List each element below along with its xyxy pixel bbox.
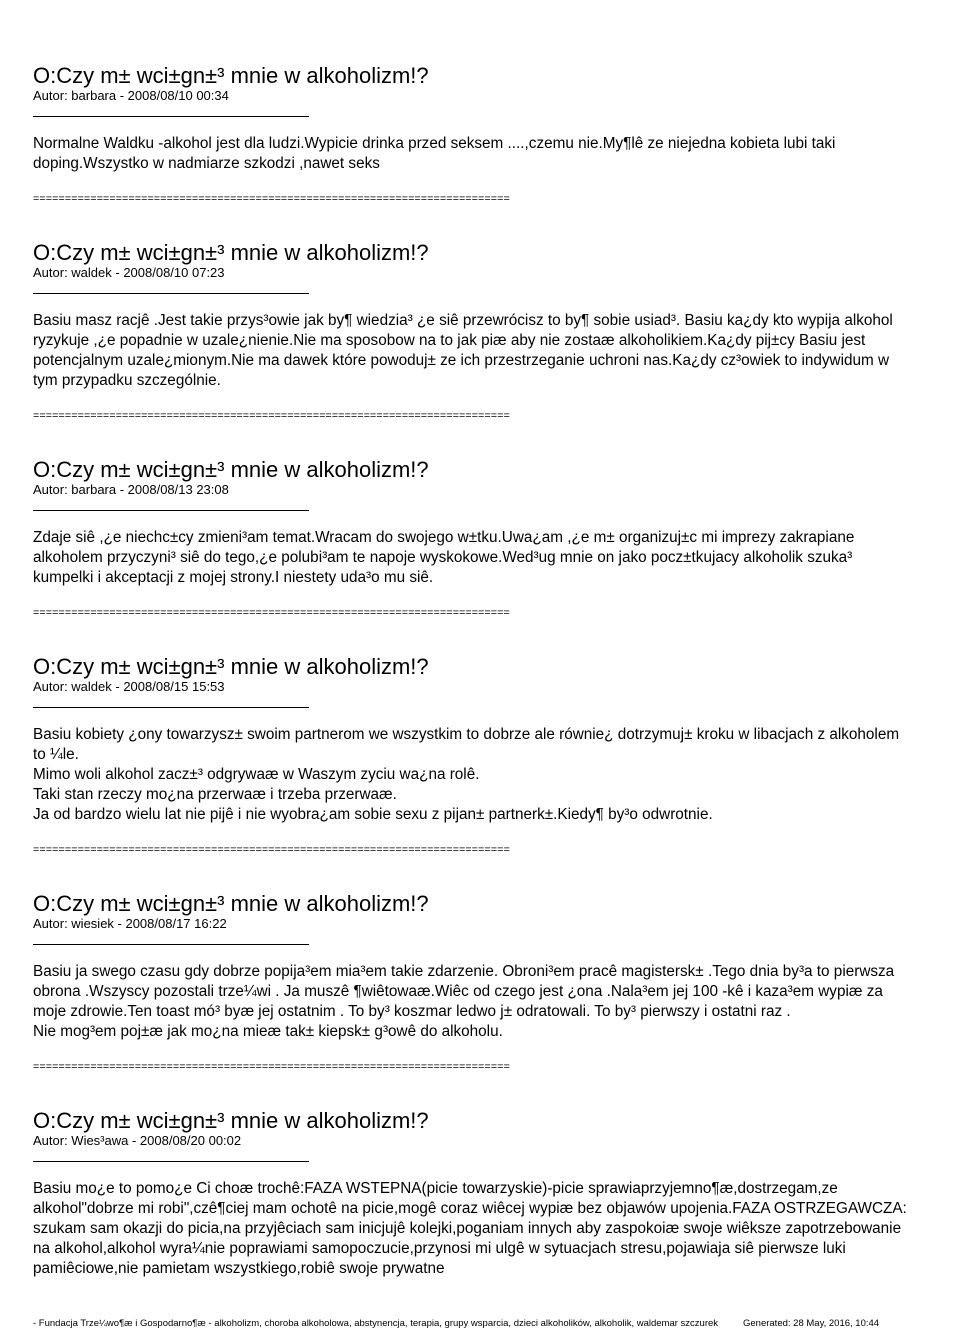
forum-post (33, 1109, 913, 1279)
post-title: O:Czy m± wci±gn±³ mnie w alkoholizm!? (33, 63, 429, 88)
post-body (33, 311, 913, 391)
post-paragraph: Taki stan rzeczy mo¿na przerwaæ i trzeba przerwaæ. (33, 786, 397, 803)
post-separator: =========================================================================== (33, 194, 510, 206)
footer-generated-date: Generated: 28 May, 2016, 10:44 (743, 1318, 880, 1329)
post-body (33, 1179, 913, 1279)
post-body (33, 134, 913, 174)
post-paragraph: Mimo woli alkohol zacz±³ odgrywaæ w Waszym zyciu wa¿na rolê. (33, 766, 480, 783)
post-title: O:Czy m± wci±gn±³ mnie w alkoholizm!? (33, 1108, 429, 1133)
post-title: O:Czy m± wci±gn±³ mnie w alkoholizm!? (33, 891, 429, 916)
post-paragraph: Basiu kobiety ¿ony towarzysz± swoim partnerom we wszystkim to dobrze ale równie¿ dotrzymuj± kroku w libacjach z alkoholem to ¼le. (33, 726, 900, 763)
forum-post (33, 892, 913, 1075)
post-author-date: Autor: barbara - 2008/08/10 00:34 (33, 88, 229, 103)
post-author-date: Autor: barbara - 2008/08/13 23:08 (33, 482, 229, 497)
forum-post (33, 241, 913, 424)
post-separator: =========================================================================== (33, 608, 510, 620)
post-paragraph: Basiu ja swego czasu gdy dobrze popija³em mia³em takie zdarzenie. Obroni³em pracê magistersk± .Tego dnia by³a to pierwsza obrona .Wszyscy pozostali trze¼wi . Ja muszê ¶wiêtowaæ.Wiêc od czego jest ¿ona .Nala³em jej 100 -kê i kaza³em wypiæ za moje zdrowie.Ten toast mó³ byæ jej ostatnim . To by³ koszmar ledwo j± odratowali. To by³ pierwszy i ostatni raz . (33, 963, 895, 1020)
forum-post (33, 655, 913, 858)
page-footer (33, 1318, 933, 1330)
post-body (33, 528, 913, 588)
post-paragraph: Nie mog³em poj±æ jak mo¿na mieæ tak± kiepsk± g³owê do alkoholu. (33, 1023, 503, 1040)
post-header-divider (33, 293, 309, 294)
post-paragraph: Basiu mo¿e to pomo¿e Ci choæ trochê:FAZA WSTEPNA(picie towarzyskie)-picie sprawiaprzyjemno¶æ,dostrzegam,ze alkohol"dobrze mi robi",czê¶ciej mam ochotê na picie,mogê coraz wiêcej wypiæ bez objawów upojenia.FAZA OSTRZEGAWCZA: szukam sam okazji do picia,na przyjêciach sam inicjujê kolejki,poganiam innych aby zaspokoiæ swoje wiêksze zapotrzebowanie na alkohol,alkohol wyra¼nie poprawiami samopoczucie,przynosi mi ulgê w sytuacjach stresu,pojawiaja siê pierwsze luki pamiêciowe,nie pamietam wszystkiego,robiê swoje prywatne (33, 1180, 907, 1277)
post-title: O:Czy m± wci±gn±³ mnie w alkoholizm!? (33, 240, 429, 265)
post-separator: =========================================================================== (33, 845, 510, 857)
post-paragraph: Zdaje siê ,¿e niechc±cy zmieni³am temat.Wracam do swojego w±tku.Uwa¿am ,¿e m± organizuj±c mi imprezy zakrapiane alkoholem przyczyni³ siê do tego,¿e polubi³am te napoje wyskokowe.Wed³ug mnie on jako pocz±tkujacy alkoholik szuka³ kumpelki i akceptacji z mojej strony.I niestety uda³o mu siê. (33, 529, 855, 586)
forum-post (33, 458, 913, 621)
post-author-date: Autor: waldek - 2008/08/10 07:23 (33, 265, 225, 280)
post-paragraph: Basiu masz racjê .Jest takie przys³owie jak by¶ wiedzia³ ¿e siê przewrócisz to by¶ sobie usiad³. Basiu ka¿dy kto wypija alkohol ryzykuje ,¿e popadnie w uzale¿nienie.Nie ma sposobow na to jak piæ aby nie zostaæ alkoholikiem.Ka¿dy pij±cy Basiu jest potencjalnym uzale¿mionym.Nie ma dawek które powoduj± ze ich przestrzeganie uchroni nas.Ka¿dy cz³owiek to indywidum w tym przypadku szczególnie. (33, 312, 893, 389)
post-paragraph: Normalne Waldku -alkohol jest dla ludzi.Wypicie drinka przed seksem ....,czemu nie.My¶lê ze niejedna kobieta lubi taki doping.Wszystko w nadmiarze szkodzi ,nawet seks (33, 135, 836, 172)
post-header-divider (33, 944, 309, 945)
post-separator: =========================================================================== (33, 411, 510, 423)
forum-post (33, 64, 913, 207)
post-header-divider (33, 1161, 309, 1162)
post-author-date: Autor: wiesiek - 2008/08/17 16:22 (33, 916, 227, 931)
post-header-divider (33, 510, 309, 511)
thread-container (33, 64, 913, 1313)
post-paragraph: Ja od bardzo wielu lat nie pijê i nie wyobra¿am sobie sexu z pijan± partnerk±.Kiedy¶ by³o odwrotnie. (33, 806, 713, 823)
post-header-divider (33, 707, 309, 708)
post-body (33, 962, 913, 1042)
post-header-divider (33, 116, 309, 117)
post-body (33, 725, 913, 825)
post-title: O:Czy m± wci±gn±³ mnie w alkoholizm!? (33, 457, 429, 482)
post-author-date: Autor: Wies³awa - 2008/08/20 00:02 (33, 1133, 242, 1148)
post-title: O:Czy m± wci±gn±³ mnie w alkoholizm!? (33, 654, 429, 679)
post-separator: =========================================================================== (33, 1062, 510, 1074)
post-author-date: Autor: waldek - 2008/08/15 15:53 (33, 679, 225, 694)
footer-site-text: - Fundacja Trze¼wo¶æ i Gospodarno¶æ - alkoholizm, choroba alkoholowa, abstynencja, terapia, grupy wsparcia, dzieci alkoholików, alkoholik, waldemar szczurek (33, 1318, 719, 1329)
